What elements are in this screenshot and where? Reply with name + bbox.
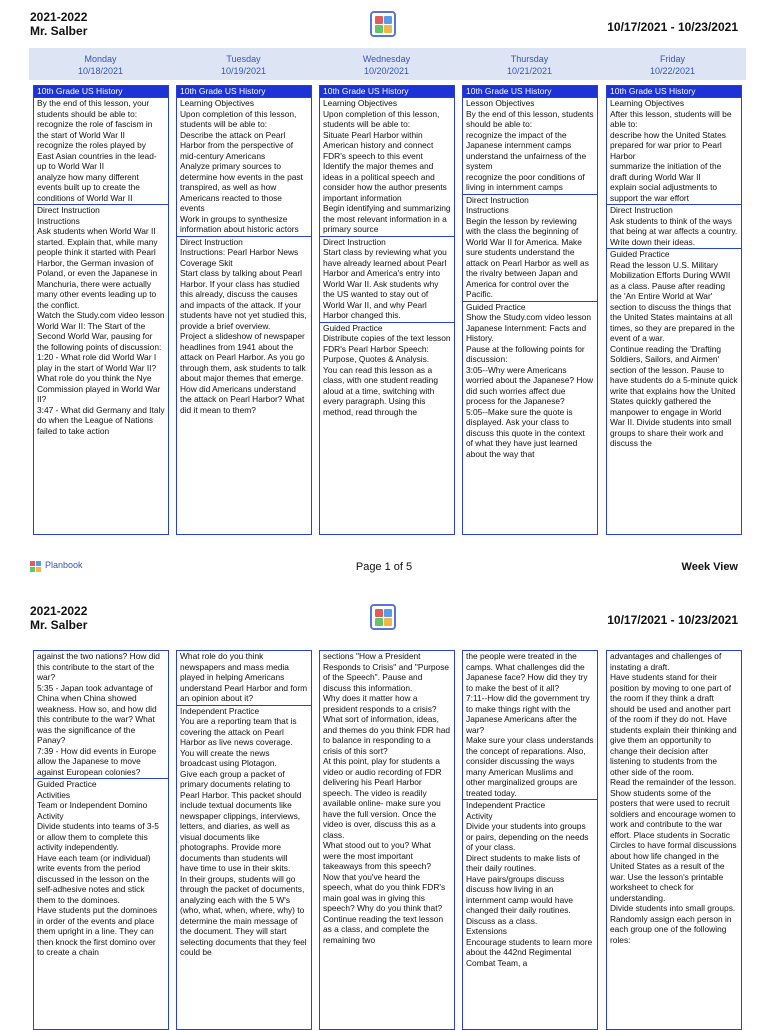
section-body: against the two nations? How did this contribute to the start of the war? 5:35 - Japan took advantage of China when China showed weakness. How so, and how did this contribute to the war? What was the significance of the Panay? 7:39 - How did events in Europe allow the Japanese to move against European colonies?	[37, 651, 160, 777]
course-title: 10th Grade US History	[34, 86, 168, 97]
section-title: Guided Practice	[466, 301, 526, 312]
lesson-section	[177, 236, 311, 417]
lesson-section	[177, 651, 311, 705]
lesson-card-thursday-cont[interactable]	[462, 650, 598, 1030]
page2-header-left	[30, 605, 87, 632]
lesson-section	[607, 248, 741, 450]
section-title: Direct Instruction	[466, 194, 529, 205]
day-header-bar	[29, 48, 746, 80]
lesson-card-tuesday[interactable]	[176, 85, 312, 535]
page1-header-left	[30, 11, 87, 38]
section-title: Guided Practice	[323, 322, 383, 333]
section-title: Direct Instruction	[610, 205, 673, 215]
lesson-card-wednesday[interactable]	[319, 85, 455, 535]
day-header-friday[interactable]	[601, 48, 744, 77]
view-mode-label: Week View	[681, 561, 738, 573]
school-year: 2021-2022	[30, 604, 88, 618]
section-body: Show the Study.com video lesson Japanese Internment: Facts and History. Pause at the following points for discussion: 3:05--Why were Americans worried about the Japanese? How did such worries affect due process for the Japanese? 5:05--Make sure the quote is displayed. Ask your class to discuss this quote in the context of what they have just learned about the way that	[466, 312, 594, 459]
day-name: Friday	[659, 54, 685, 64]
day-date: 10/18/2021	[77, 66, 124, 76]
page-indicator: Page 1 of 5	[355, 561, 413, 573]
section-title: Direct Instruction	[180, 236, 243, 247]
day-date: 10/22/2021	[649, 66, 696, 76]
section-body: You are a reporting team that is covering the attack on Pearl Harbor as live news coverage. You will create the news broadcast using Plotagon. Give each group a packet of primary documents relating to Pearl Harbor. This packet should include textual documents like newspaper clippings, interviews, letters, and diaries, as well as visual documents like photographs. Provide more documents than students will have time to use in their skits. In their groups, students will go through the packet of documents, analyzing each with the 5 W's (who, what, when, where, why) to determine the main message of the document. They will start selecting documents that they feel could be	[180, 716, 307, 957]
teacher-name: Mr. Salber	[30, 617, 88, 632]
lesson-section	[320, 236, 454, 322]
day-header-wednesday[interactable]	[315, 48, 458, 77]
section-title: Independent Practice	[180, 705, 260, 716]
lesson-section	[607, 97, 741, 204]
section-body: Ask students to think of the ways that being at war affects a country. Write down their ideas.	[610, 215, 738, 247]
section-body: Instructions: Pearl Harbor News Coverage Skit Start class by talking about Pearl Harbor. If your class has studied this already, discuss the causes and impacts of the attack. If your students have not yet studied this, provide a brief overview. Project a slideshow of newspaper headlines from 1941 about the attack on Pearl Harbor. As you go through them, ask students to talk about major themes that emerge. How did Americans understand the attack on Pearl Harbor? What did it mean to them?	[180, 247, 307, 415]
teacher-name: Mr. Salber	[30, 23, 88, 38]
section-title: Direct Instruction	[37, 205, 100, 215]
lesson-section	[34, 778, 168, 959]
lesson-section	[463, 97, 597, 194]
course-title: 10th Grade US History	[607, 86, 741, 97]
lesson-card-thursday[interactable]	[462, 85, 598, 535]
section-body: Start class by reviewing what you have already learned about Pearl Harbor and America's entry into World War II. Ask students why the US wanted to stay out of World War II, and why Pearl Harbor changed this.	[323, 247, 447, 320]
lesson-card-monday-cont[interactable]	[33, 650, 169, 1030]
course-title: 10th Grade US History	[463, 86, 597, 97]
day-header-thursday[interactable]	[458, 48, 601, 77]
lesson-section	[34, 97, 168, 204]
section-body: advantages and challenges of instating a draft. Have students stand for their position by moving to one part of the room if they think a draft should be used and another part of the room if they do not. Have students explain their thinking and give them an opportunity to change their decision after listening to students from the other side of the room. Read the remainder of the lesson. Show students some of the posters that were used to recruit soldiers and encourage women to work and contribute to the war effort. Place students in Socratic Circles to have formal discussions about how life changed in the United States as a result of the war. Use the lesson's printable worksheet to check for understanding. Divide students into small groups. Randomly assign each person in each group one of the following roles:	[610, 651, 737, 945]
lesson-section	[463, 651, 597, 799]
day-date: 10/21/2021	[506, 66, 553, 76]
section-body: Distribute copies of the text lesson FDR's Pearl Harbor Speech: Purpose, Quotes & Analysis. You can read this lesson as a class, with one student reading aloud at a time, switching with every paragraph. Using this method, read through the	[323, 333, 451, 417]
section-body: Read the lesson U.S. Military Mobilization Efforts During WWII as a class. Pause after reading the 'An Entire World at War' section to discuss the things that the United States maintains at all times, so they are prepared in the event of a war. Continue reading the 'Drafting Soldiers, Sailors, and Airmen' section of the lesson. Pause to have students do a 5-minute quick write that explains how the United States quickly gathered the manpower to engage in World War II. Divide students into small groups to share their work and discuss the	[610, 259, 738, 448]
date-range: 10/17/2021 - 10/23/2021	[607, 613, 738, 627]
section-title: Guided Practice	[37, 779, 97, 789]
lesson-section	[34, 651, 168, 778]
section-body: Activity Divide your students into groups or pairs, depending on the needs of your class. Direct students to make lists of their daily routines. Have pairs/groups discuss discuss how living in an internment camp would have changed their daily routines. Discuss as a class. Extensions Encourage students to learn more about the 442nd Regimental Combat Team, a	[466, 810, 593, 968]
date-range: 10/17/2021 - 10/23/2021	[607, 20, 738, 34]
planbook-logo-icon	[370, 11, 396, 37]
lesson-card-wednesday-cont[interactable]	[319, 650, 455, 1030]
lesson-section	[320, 97, 454, 236]
course-title: 10th Grade US History	[320, 86, 454, 97]
section-title: Independent Practice	[466, 800, 546, 810]
section-body: Learning Objectives Upon completion of this lesson, students will be able to: Situate Pearl Harbor within American history and connect FDR's speech to this event Identify the major themes and ideas in a political speech and consider how the author presents important information Begin identifying and summarizing the most relevant information in a primary source	[323, 98, 451, 234]
section-body: Lesson Objectives By the end of this lesson, students should be able to: recognize the impact of the Japanese internment camps understand the unfairness of the system recognize the poor conditions of living in internment camps	[466, 98, 594, 192]
section-body: Learning Objectives Upon completion of this lesson, students will be able to: Describe the attack on Pearl Harbor from the perspective of mid-century Americans Analyze primary sources to determine how events in the past transpired, as well as how Americans reacted to those events Work in groups to synthesize information about historic actors	[180, 98, 303, 234]
lesson-section	[320, 322, 454, 419]
section-body: Activities Team or Independent Domino Activity Divide students into teams of 3-5 or allow them to complete this activity independently. Have each team (or individual) write events from the period discussed in the lesson on the self-adhesive notes and stick them to the dominoes. Have students put the dominoes in order of the events and place them upright in a line. They can then knock the first domino over to create a chain	[37, 789, 159, 957]
section-title: Guided Practice	[610, 249, 670, 259]
lesson-section	[463, 799, 597, 969]
lesson-section	[320, 651, 454, 946]
day-name: Tuesday	[226, 54, 261, 64]
section-body: sections "How a President Responds to Crisis" and "Purpose of the Speech". Pause and discuss this information. Why does it matter how a president responds to a crisis? What sort of information, ideas, and themes do you think FDR had to balance in responding to a crisis of this sort? At this point, play for students a video or audio recording of FDR delivering his Pearl Harbor speech. The video is readily available online- make sure you have the full version. Once the video is over, discuss this as a class. What stood out to you? What were the most important takeaways from this speech? Now that you've heard the speech, what do you think FDR's main goal was in giving this speech? Why do you think that? Continue reading the text lesson as a class, and complete the remaining two	[323, 651, 451, 945]
section-body: By the end of this lesson, your students should be able to: recognize the role of fascism in the start of World War II recognize the roles played by East Asian countries in the lead-up to World War II analyze how many different events built up to create the conditions of World War II	[37, 98, 157, 203]
lesson-section	[607, 651, 741, 946]
section-body: Learning Objectives After this lesson, students will be able to: describe how the United States prepared for war prior to Pearl Harbor summarize the initiation of the draft during World War II explain social adjustments to support the war effort	[610, 98, 732, 203]
lesson-section	[463, 194, 597, 301]
lesson-section	[463, 301, 597, 461]
lesson-section	[607, 204, 741, 248]
section-body: What role do you think newspapers and mass media played in helping Americans understand Pearl Harbor and form an opinion about it?	[180, 651, 308, 703]
day-name: Monday	[84, 54, 117, 64]
lesson-card-monday[interactable]	[33, 85, 169, 535]
lesson-card-tuesday-cont[interactable]	[176, 650, 312, 1030]
day-header-tuesday[interactable]	[172, 48, 315, 77]
day-name: Thursday	[510, 54, 549, 64]
school-year: 2021-2022	[30, 10, 88, 24]
day-header-monday[interactable]	[29, 48, 172, 77]
section-title: Direct Instruction	[323, 236, 386, 247]
lesson-section	[34, 204, 168, 437]
section-body: Instructions Ask students when World War II started. Explain that, while many people think it started with Pearl Harbor, the German invasion of Poland, or even the Japanese in Manchuria, there were actually many other events leading up to the conflict. Watch the Study.com video lesson World War II: The Start of the Second World War, pausing for the following points of discussion: 1:20 - What role did World War I play in the start of World War II? What role do you think the Nye Commission played in World War II? 3:47 - What did Germany and Italy do when the League of Nations failed to take action	[37, 215, 165, 436]
section-body: Instructions Begin the lesson by reviewing with the class the beginning of World War II for America. Make sure students understand the attack on Pearl Harbor as well as the rivalry between Japan and America for control over the Pacific.	[466, 205, 589, 299]
day-name: Wednesday	[362, 54, 411, 64]
lesson-section	[177, 705, 311, 959]
day-date: 10/19/2021	[220, 66, 267, 76]
planbook-link[interactable]: Planbook	[45, 560, 83, 570]
lesson-card-friday-cont[interactable]	[606, 650, 742, 1030]
section-body: the people were treated in the camps. What challenges did the Japanese face? How did they try to make the best of it all? 7:11--How did the government try to make things right with the Japanese Americans after the war? Make sure your class understands the concept of reparations. Also, consider discussing the ways many American Muslims and other marginalized groups are treated today.	[466, 651, 594, 798]
planbook-logo-icon	[370, 604, 396, 630]
lesson-card-friday[interactable]	[606, 85, 742, 535]
course-title: 10th Grade US History	[177, 86, 311, 97]
day-date: 10/20/2021	[363, 66, 410, 76]
lesson-section	[177, 97, 311, 236]
